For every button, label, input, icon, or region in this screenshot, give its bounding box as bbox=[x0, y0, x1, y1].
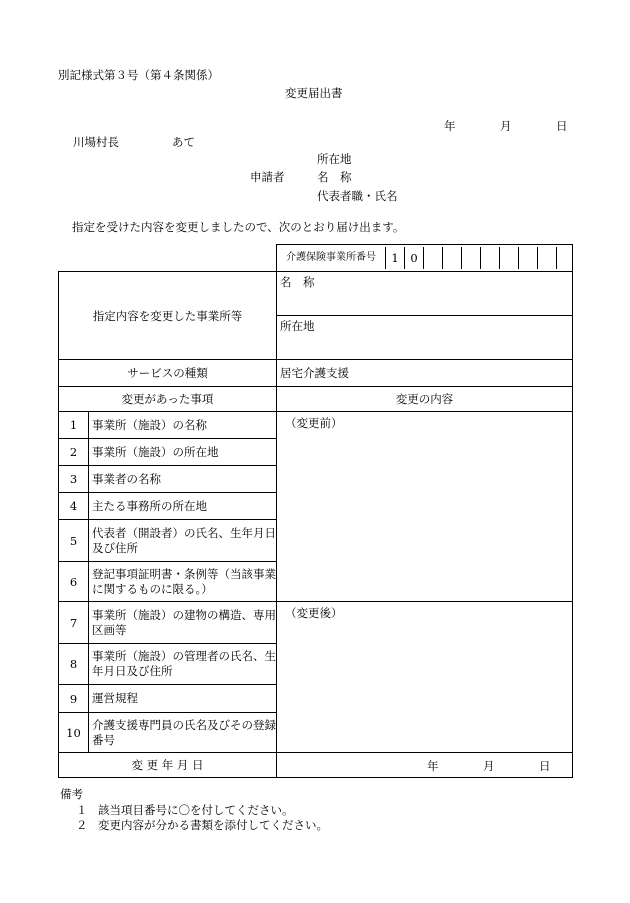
office-number-digit[interactable] bbox=[461, 247, 480, 269]
date-month-label: 月 bbox=[500, 119, 512, 133]
form-reference: 別記様式第３号（第４条関係） bbox=[58, 68, 219, 82]
item-number[interactable]: 10 bbox=[59, 713, 89, 753]
office-number-row bbox=[277, 245, 573, 272]
office-number-digit[interactable] bbox=[480, 247, 499, 269]
note-text: 該当項目番号に〇を付してください。 bbox=[98, 803, 294, 817]
facility-address-field[interactable] bbox=[277, 316, 573, 360]
change-after-label: （変更後） bbox=[285, 606, 343, 620]
item-text: 事業所（施設）の建物の構造、専用区画等 bbox=[89, 602, 277, 644]
date-day-label: 日 bbox=[556, 119, 568, 133]
change-date-label: 変 更 年 月 日 bbox=[59, 753, 277, 778]
office-number-digit[interactable] bbox=[537, 247, 556, 269]
office-number-digit[interactable]: 0 bbox=[404, 247, 423, 269]
office-number-digit[interactable] bbox=[499, 247, 518, 269]
item-text: 事業所（施設）の所在地 bbox=[89, 439, 277, 466]
facility-address-label: 所在地 bbox=[280, 319, 315, 333]
intro-text: 指定を受けた内容を変更しましたので、次のとおり届け出ます。 bbox=[72, 220, 405, 234]
changed-item-header: 変更があった事項 bbox=[59, 387, 277, 412]
note-number: １ bbox=[76, 803, 88, 817]
item-text: 事業者の名称 bbox=[89, 466, 277, 493]
item-text: 事業所（施設）の名称 bbox=[89, 412, 277, 439]
item-number[interactable]: 7 bbox=[59, 602, 89, 644]
office-number-digit[interactable] bbox=[442, 247, 461, 269]
office-number-digit[interactable] bbox=[556, 247, 575, 269]
item-number[interactable]: 4 bbox=[59, 493, 89, 520]
note-text: 変更内容が分かる書類を添付してください。 bbox=[98, 818, 328, 832]
item-number[interactable]: 6 bbox=[59, 562, 89, 602]
facility-label: 指定内容を変更した事業所等 bbox=[59, 272, 277, 360]
applicant-address-label: 所在地 bbox=[317, 152, 352, 166]
change-date-day: 日 bbox=[539, 759, 551, 773]
addressee-name: 川場村長 bbox=[73, 135, 119, 149]
applicant-representative-label: 代表者職・氏名 bbox=[317, 189, 398, 203]
service-type-value: 居宅介護支援 bbox=[277, 360, 573, 387]
change-before-label: （変更前） bbox=[285, 416, 343, 430]
addressee-suffix: あて bbox=[172, 135, 195, 149]
change-after-field[interactable] bbox=[277, 602, 573, 753]
change-date-field[interactable] bbox=[277, 753, 573, 778]
item-text: 主たる事務所の所在地 bbox=[89, 493, 277, 520]
service-type-label: サービスの種類 bbox=[59, 360, 277, 387]
change-date-month: 月 bbox=[483, 759, 495, 773]
applicant-name-label: 名 称 bbox=[317, 170, 352, 184]
item-number[interactable]: 9 bbox=[59, 685, 89, 713]
blank-cell bbox=[59, 245, 277, 272]
facility-name-label: 名 称 bbox=[280, 275, 315, 289]
office-number-digit[interactable]: 1 bbox=[385, 247, 404, 269]
facility-name-field[interactable] bbox=[277, 272, 573, 316]
changed-content-header: 変更の内容 bbox=[277, 387, 573, 412]
office-number-digit[interactable] bbox=[518, 247, 537, 269]
item-number[interactable]: 3 bbox=[59, 466, 89, 493]
change-form-table bbox=[58, 244, 573, 778]
item-text: 運営規程 bbox=[89, 685, 277, 713]
notes-label: 備考 bbox=[60, 787, 83, 801]
change-date-year: 年 bbox=[427, 759, 439, 773]
office-number-label: 介護保険事業所番号 bbox=[286, 252, 376, 263]
item-number[interactable]: 1 bbox=[59, 412, 89, 439]
date-year-label: 年 bbox=[444, 119, 456, 133]
document-title: 変更届出書 bbox=[285, 86, 343, 100]
office-number-digit[interactable] bbox=[423, 247, 442, 269]
item-number[interactable]: 5 bbox=[59, 520, 89, 562]
item-text: 登記事項証明書・条例等（当該事業に関するものに限る。） bbox=[89, 562, 277, 602]
item-number[interactable]: 8 bbox=[59, 644, 89, 685]
note-number: ２ bbox=[76, 818, 88, 832]
applicant-label: 申請者 bbox=[250, 170, 285, 184]
item-text: 代表者（開設者）の氏名、生年月日及び住所 bbox=[89, 520, 277, 562]
item-text: 事業所（施設）の管理者の氏名、生年月日及び住所 bbox=[89, 644, 277, 685]
item-text: 介護支援専門員の氏名及びその登録番号 bbox=[89, 713, 277, 753]
change-before-field[interactable] bbox=[277, 412, 573, 602]
item-number[interactable]: 2 bbox=[59, 439, 89, 466]
